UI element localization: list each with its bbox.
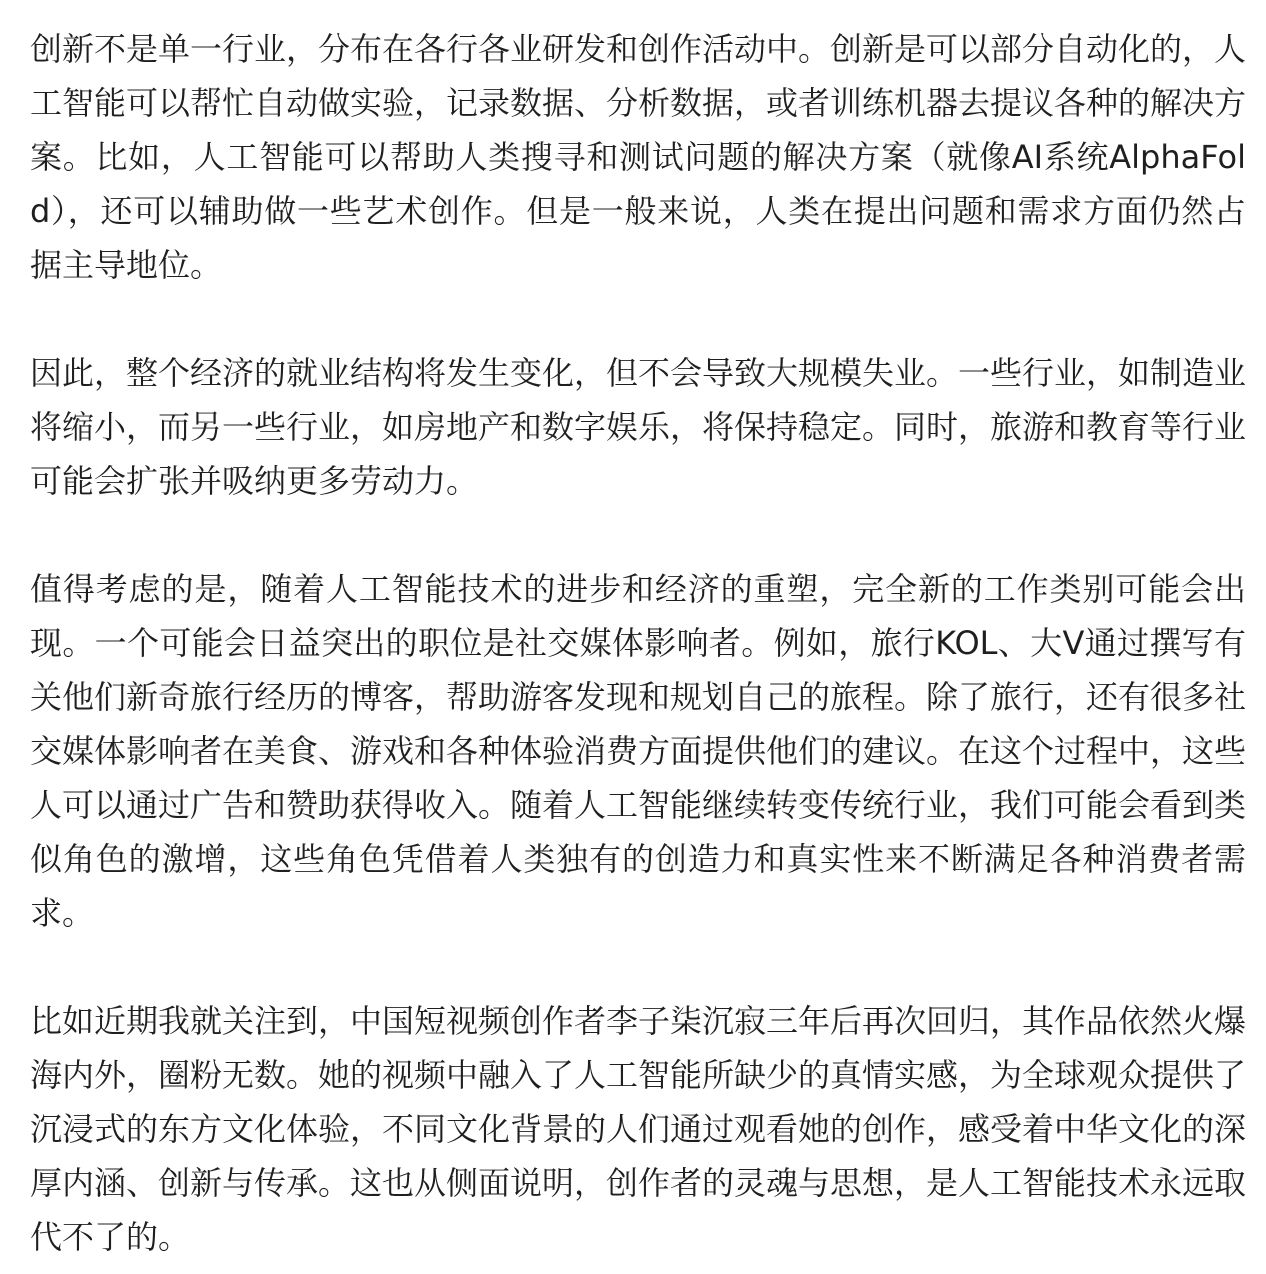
paragraph-2: 因此，整个经济的就业结构将发生变化，但不会导致大规模失业。一些行业，如制造业将缩小，而另一些行业，如房地产和数字娱乐，将保持稳定。同时，旅游和教育等行业可能会扩张并吸纳更多劳动力。: [30, 354, 1247, 500]
paragraph-3: 值得考虑的是，随着人工智能技术的进步和经济的重塑，完全新的工作类别可能会出现。一个可能会日益突出的职位是社交媒体影响者。例如，旅行KOL、大V通过撰写有关他们新奇旅行经历的博客，帮助游客发现和规划自己的旅程。除了旅行，还有很多社交媒体影响者在美食、游戏和各种体验消费方面提供他们的建议。在这个过程中，这些人可以通过广告和赞助获得收入。随着人工智能继续转变传统行业，我们可能会看到类似角色的激增，这些角色凭借着人类独有的创造力和真实性来不断满足各种消费者需求。: [30, 570, 1247, 932]
paragraph-4: 比如近期我就关注到，中国短视频创作者李子柒沉寂三年后再次回归，其作品依然火爆海内外，圈粉无数。她的视频中融入了人工智能所缺少的真情实感，为全球观众提供了沉浸式的东方文化体验，不同文化背景的人们通过观看她的创作，感受着中华文化的深厚内涵、创新与传承。这也从侧面说明，创作者的灵魂与思想，是人工智能技术永远取代不了的。: [30, 1002, 1247, 1256]
paragraph-1: 创新不是单一行业，分布在各行各业研发和创作活动中。创新是可以部分自动化的，人工智能可以帮忙自动做实验，记录数据、分析数据，或者训练机器去提议各种的解决方案。比如，人工智能可以帮助人类搜寻和测试问题的解决方案（就像AI系统AlphaFold），还可以辅助做一些艺术创作。但是一般来说，人类在提出问题和需求方面仍然占据主导地位。: [30, 30, 1247, 284]
article-body: [30, 22, 1246, 1264]
